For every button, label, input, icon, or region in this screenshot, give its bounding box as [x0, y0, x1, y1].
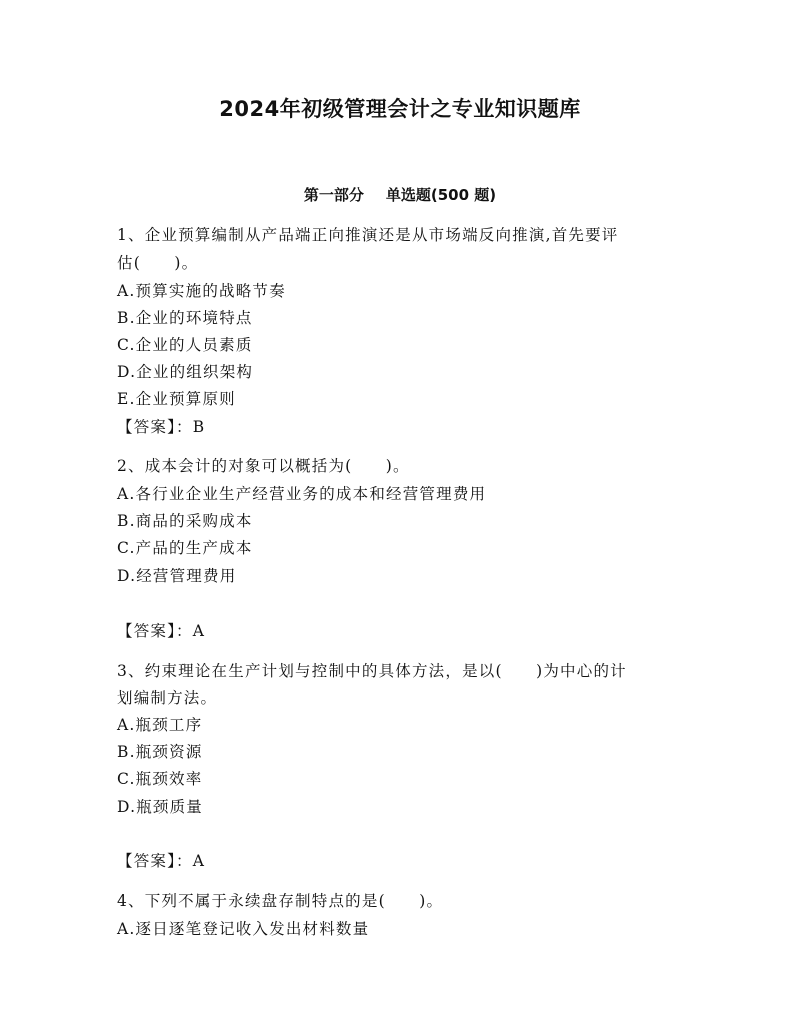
- question-4-option-a: A.逐日逐笔登记收入发出材料数量: [117, 920, 370, 938]
- section-heading: [0, 184, 800, 205]
- section-name: 单选题(500 题): [385, 186, 497, 204]
- question-2-stem-line-1: 2、成本会计的对象可以概括为( )。: [117, 457, 410, 475]
- question-3-answer: [117, 851, 687, 871]
- question-1-option-d: D.企业的组织架构: [117, 363, 254, 381]
- question-1-option-e: E.企业预算原则: [117, 390, 236, 408]
- question-3-stem-line-1: 3、约束理论在生产计划与控制中的具体方法，是以( )为中心的计: [117, 662, 627, 680]
- document-title: 2024年初级管理会计之专业知识题库: [219, 97, 581, 121]
- question-1-option-a: A.预算实施的战略节奏: [117, 282, 286, 300]
- question-1-answer: [117, 417, 687, 437]
- question-2-option-b: B.商品的采购成本: [117, 512, 253, 530]
- question-4-stem-line-1: 4、下列不属于永续盘存制特点的是( )。: [117, 892, 444, 910]
- question-2-answer: [117, 621, 687, 641]
- answer-value: A: [192, 852, 206, 870]
- question-1-stem-line-2: 估( )。: [117, 254, 199, 272]
- question-1-option-c: C.企业的人员素质: [117, 336, 253, 354]
- question-2-option-a: A.各行业企业生产经营业务的成本和经营管理费用: [117, 485, 487, 503]
- question-3-stem-line-2: 划编制方法。: [117, 689, 218, 707]
- answer-value: B: [192, 418, 206, 436]
- question-2-option-d: D.经营管理费用: [117, 567, 237, 585]
- answer-value: A: [192, 622, 206, 640]
- question-1-option-b: B.企业的环境特点: [117, 309, 253, 327]
- question-3-option-b: B.瓶颈资源: [117, 743, 203, 761]
- question-3-option-d: D.瓶颈质量: [117, 798, 204, 816]
- answer-label: 【答案】：: [117, 622, 193, 640]
- question-1-stem-line-1: 1、企业预算编制从产品端正向推演还是从市场端反向推演,首先要评: [117, 226, 619, 244]
- answer-label: 【答案】：: [117, 418, 193, 436]
- question-3-option-a: A.瓶颈工序: [117, 716, 203, 734]
- question-3-option-c: C.瓶颈效率: [117, 770, 203, 788]
- question-2-option-c: C.产品的生产成本: [117, 539, 253, 557]
- answer-label: 【答案】：: [117, 852, 193, 870]
- section-part: 第一部分: [303, 186, 364, 204]
